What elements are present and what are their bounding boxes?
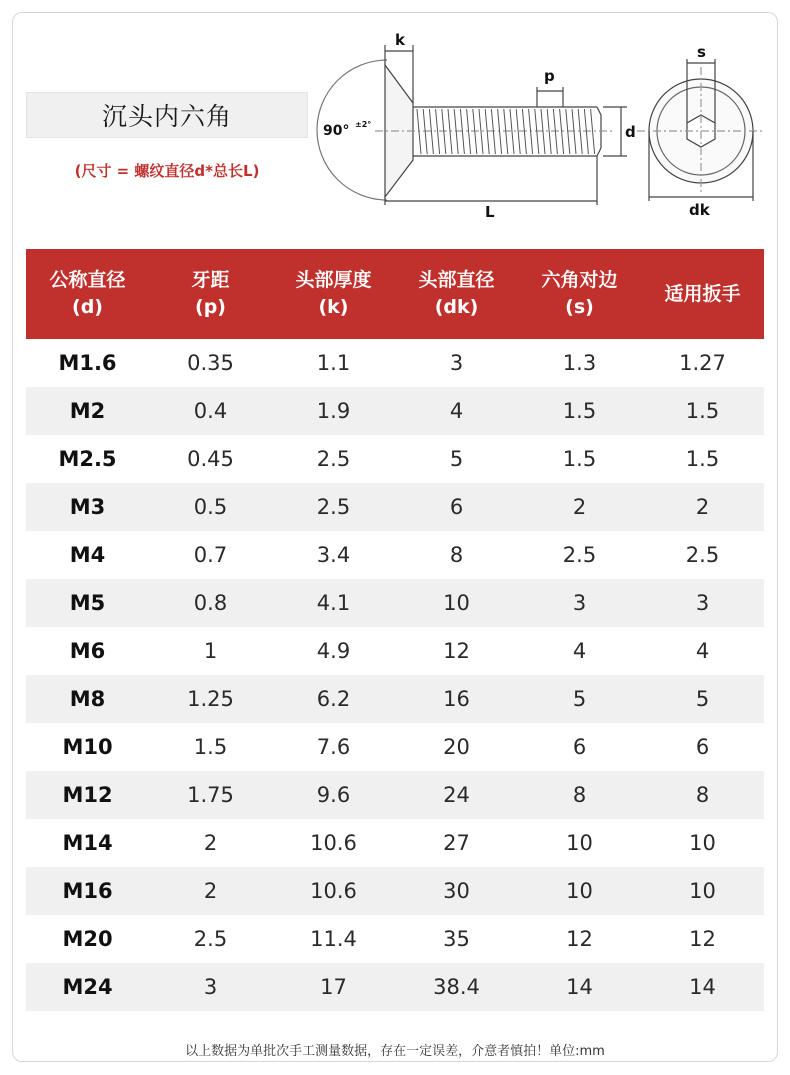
table-cell: 2 (695, 495, 710, 519)
table-cell: 0.35 (187, 351, 234, 375)
column-header-symbol: (d) (72, 296, 103, 318)
label-p: p (544, 67, 555, 85)
table-row (26, 963, 764, 1011)
table-cell: 4 (572, 639, 587, 663)
label-angle: 90° (323, 123, 350, 139)
column-header-label: 适用扳手 (664, 282, 741, 305)
table-cell: 2.5 (685, 543, 720, 567)
table-cell: M3 (69, 495, 106, 519)
table-cell: 17 (320, 975, 347, 999)
table-row (26, 915, 764, 963)
table-row (26, 771, 764, 819)
table-cell: 24 (443, 783, 470, 807)
table-cell: 10 (443, 591, 470, 615)
table-cell: 1.3 (562, 351, 597, 375)
table-header (26, 249, 764, 339)
table-cell: 2.5 (316, 447, 351, 471)
table-cell: 3 (572, 591, 587, 615)
column-header (518, 249, 641, 339)
table-cell: 2.5 (316, 495, 351, 519)
table-cell: 35 (443, 927, 470, 951)
label-L: L (485, 203, 495, 221)
table-cell: 0.4 (193, 399, 228, 423)
table-cell: 7.6 (316, 735, 351, 759)
table-cell: 10 (566, 831, 593, 855)
table-cell: 14 (566, 975, 593, 999)
table-cell: 10 (689, 879, 716, 903)
table-cell: 6 (572, 735, 587, 759)
table-body (26, 339, 764, 1011)
table-row (26, 531, 764, 579)
table-row (26, 483, 764, 531)
table-cell: 2.5 (193, 927, 228, 951)
table-cell: 4 (695, 639, 710, 663)
table-cell: 12 (689, 927, 716, 951)
column-header-label: 牙距 (191, 269, 230, 291)
table-cell: M4 (69, 543, 106, 567)
table-cell: 0.5 (193, 495, 228, 519)
label-angle-tolerance: ±2° (355, 120, 372, 129)
column-header-symbol: (k) (318, 296, 349, 318)
table-cell: 3.4 (316, 543, 351, 567)
table-cell: 1.5 (562, 399, 597, 423)
table-row (26, 723, 764, 771)
column-header-symbol: (p) (195, 296, 226, 318)
table-cell: 1.5 (685, 447, 720, 471)
column-header-label: 头部厚度 (295, 269, 372, 291)
table-row (26, 435, 764, 483)
column-header-label: 六角对边 (541, 269, 618, 291)
column-header (395, 249, 518, 339)
table-cell: 1.75 (187, 783, 234, 807)
table-cell: 5 (572, 687, 587, 711)
table-cell: 2 (572, 495, 587, 519)
label-dk: dk (689, 201, 710, 219)
table-cell: 30 (443, 879, 470, 903)
table-cell: 4.9 (316, 639, 351, 663)
table-cell: 1.25 (187, 687, 234, 711)
table-cell: 2 (203, 831, 218, 855)
column-header-label: 头部直径 (418, 269, 495, 291)
table-cell: 1.9 (316, 399, 351, 423)
table-cell: M2 (69, 399, 106, 423)
table-cell: 10 (689, 831, 716, 855)
table-row (26, 867, 764, 915)
column-header-symbol: (dk) (434, 296, 479, 318)
table-cell: 11.4 (310, 927, 357, 951)
table-cell: 2.5 (562, 543, 597, 567)
table-cell: M16 (62, 879, 113, 903)
table-cell: 1 (203, 639, 218, 663)
table-cell: 1.1 (316, 351, 351, 375)
label-s: s (697, 43, 706, 61)
table-cell: 38.4 (433, 975, 480, 999)
table-cell: 20 (443, 735, 470, 759)
column-header (149, 249, 272, 339)
table-cell: 1.5 (562, 447, 597, 471)
table-cell: 10.6 (310, 831, 357, 855)
column-header (641, 249, 764, 339)
table-cell: 3 (449, 351, 464, 375)
table-cell: 5 (449, 447, 464, 471)
table-cell: M20 (62, 927, 113, 951)
table-cell: M2.5 (58, 447, 117, 471)
table-cell: 1.5 (685, 399, 720, 423)
table-row (26, 579, 764, 627)
label-d: d (625, 123, 636, 141)
table-row (26, 675, 764, 723)
table-cell: M5 (69, 591, 106, 615)
table-cell: 9.6 (316, 783, 351, 807)
table-row (26, 339, 764, 387)
table-cell: M14 (62, 831, 113, 855)
table-cell: 0.7 (193, 543, 228, 567)
table-cell: M24 (62, 975, 113, 999)
column-header (26, 249, 149, 339)
table-cell: 2 (203, 879, 218, 903)
table-cell: 27 (443, 831, 470, 855)
table-cell: 4.1 (316, 591, 351, 615)
product-title: 沉头内六角 (26, 92, 308, 138)
table-cell: 0.45 (187, 447, 234, 471)
table-cell: 0.8 (193, 591, 228, 615)
table-cell: 8 (572, 783, 587, 807)
table-cell: 16 (443, 687, 470, 711)
table-cell: 1.27 (679, 351, 726, 375)
table-cell: M12 (62, 783, 113, 807)
table-row (26, 627, 764, 675)
table-cell: 10.6 (310, 879, 357, 903)
table-cell: 6 (449, 495, 464, 519)
table-cell: 12 (566, 927, 593, 951)
table-cell: 8 (449, 543, 464, 567)
table-cell: 10 (566, 879, 593, 903)
table-cell: 4 (449, 399, 464, 423)
table-cell: 6 (695, 735, 710, 759)
screw-diagram (315, 25, 785, 225)
table-cell: 12 (443, 639, 470, 663)
table-cell: M10 (62, 735, 113, 759)
size-format-note: (尺寸 = 螺纹直径d*总长L) (74, 162, 260, 180)
table-cell: 3 (203, 975, 218, 999)
table-cell: 8 (695, 783, 710, 807)
column-header-label: 公称直径 (49, 269, 126, 291)
table-cell: 6.2 (316, 687, 351, 711)
spec-table (26, 249, 764, 1011)
table-cell: M6 (69, 639, 106, 663)
table-cell: 1.5 (193, 735, 228, 759)
table-cell: 3 (695, 591, 710, 615)
table-cell: 14 (689, 975, 716, 999)
column-header (272, 249, 395, 339)
label-k: k (395, 31, 405, 49)
table-row (26, 387, 764, 435)
table-cell: M1.6 (58, 351, 117, 375)
table-cell: M8 (69, 687, 106, 711)
column-header-symbol: (s) (565, 296, 594, 318)
table-cell: 5 (695, 687, 710, 711)
footnote: 以上数据为单批次手工测量数据，存在一定误差，介意者慎拍！单位:mm (185, 1044, 605, 1059)
table-row (26, 819, 764, 867)
